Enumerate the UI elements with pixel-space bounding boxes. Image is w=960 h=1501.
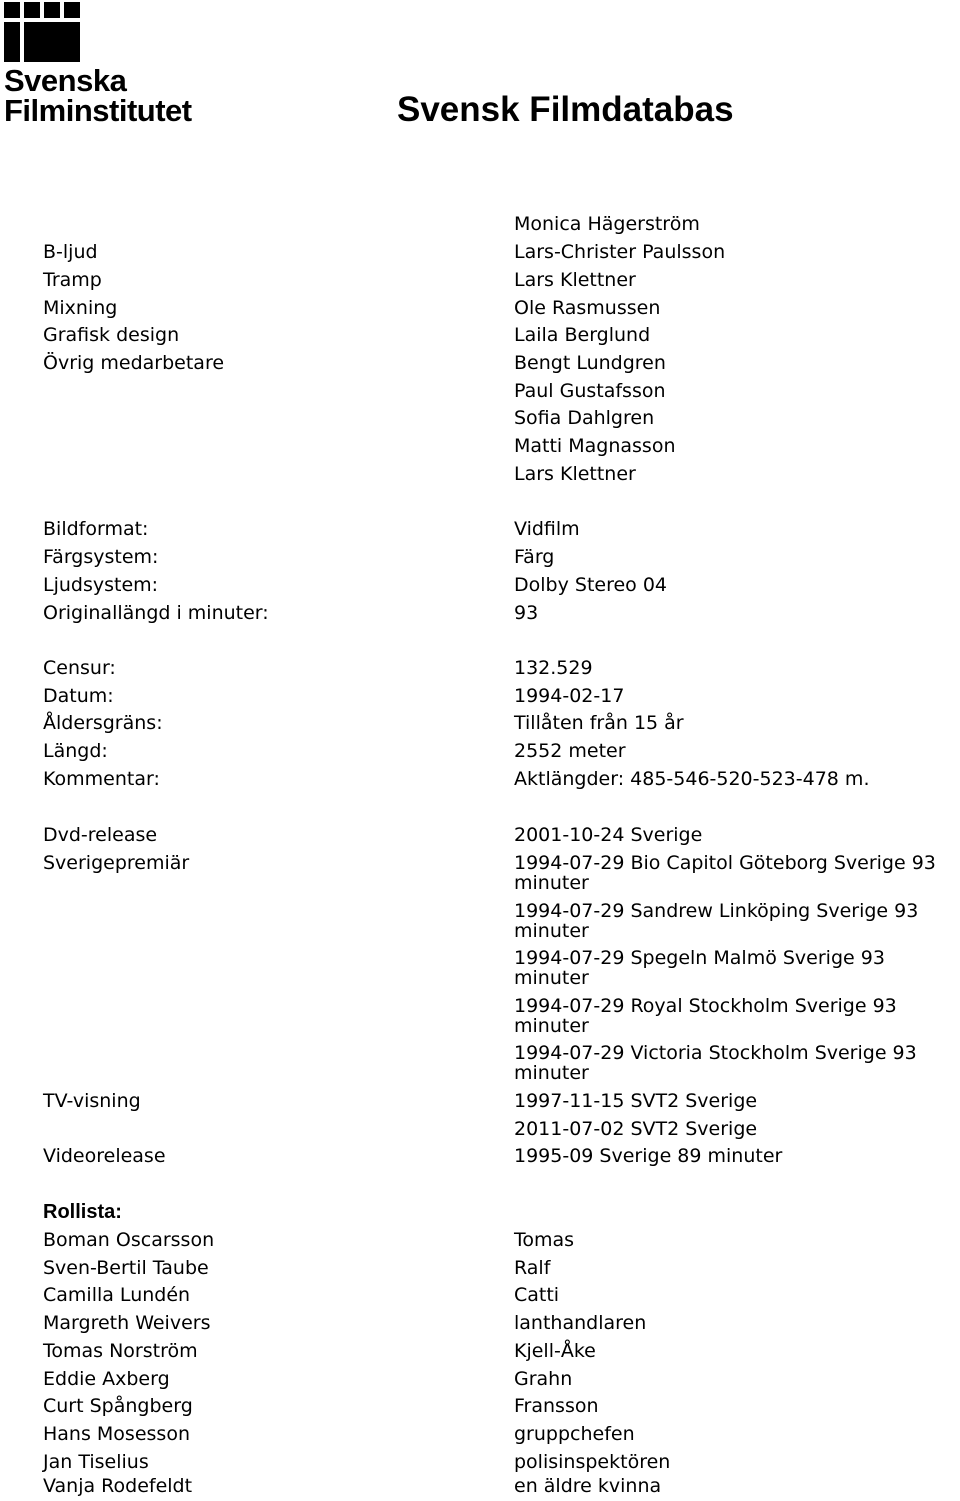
logo-squares-icon xyxy=(4,2,80,64)
crew-name: Lars Klettner xyxy=(514,269,636,291)
logo-line-1: Svenska xyxy=(4,63,127,98)
tech-label: Ljudsystem: xyxy=(43,574,159,596)
crew-name: Lars-Christer Paulsson xyxy=(514,241,726,263)
premiere-entry: 1994-07-29 Spegeln Malmö Sverige 93 minuter xyxy=(514,947,885,989)
cast-role: gruppchefen xyxy=(514,1423,635,1445)
censor-value: Tillåten från 15 år xyxy=(514,712,684,734)
logo-line-2: Filminstitutet xyxy=(4,93,192,128)
crew-role: Övrig medarbetare xyxy=(43,352,225,374)
premiere-label: Sverigepremiär xyxy=(43,852,190,874)
page-title: Svensk Filmdatabas xyxy=(397,90,734,129)
cast-role: Tomas xyxy=(514,1229,575,1251)
premiere-entry: 1994-07-29 Sandrew Linköping Sverige 93 minuter xyxy=(514,900,919,942)
cast-actor: Camilla Lundén xyxy=(43,1284,191,1306)
crew-role: Tramp xyxy=(43,269,102,291)
video-release-label: Videorelease xyxy=(43,1145,166,1167)
cast-actor: Hans Mosesson xyxy=(43,1423,190,1445)
crew-name: Matti Magnasson xyxy=(514,435,676,457)
crew-name: Ole Rasmussen xyxy=(514,297,661,319)
crew-name: Bengt Lundgren xyxy=(514,352,666,374)
video-release-value: 1995-09 Sverige 89 minuter xyxy=(514,1145,783,1167)
cast-actor: Eddie Axberg xyxy=(43,1368,170,1390)
cast-actor: Jan Tiselius xyxy=(43,1451,149,1473)
cast-role: lanthandlaren xyxy=(514,1312,647,1334)
cast-role: Fransson xyxy=(514,1395,599,1417)
cast-role: Catti xyxy=(514,1284,560,1306)
censor-label: Kommentar: xyxy=(43,768,160,790)
crew-role: Mixning xyxy=(43,297,118,319)
crew-name: Lars Klettner xyxy=(514,463,636,485)
crew-role: Grafisk design xyxy=(43,324,180,346)
premiere-entry: 1994-07-29 Bio Capitol Göteborg Sverige 93 minuter xyxy=(514,852,936,894)
crew-top-name: Monica Hägerström xyxy=(514,213,700,235)
tech-label: Originallängd i minuter: xyxy=(43,602,269,624)
tv-label: TV-visning xyxy=(43,1090,141,1112)
censor-label: Censur: xyxy=(43,657,116,679)
cast-actor: Tomas Norström xyxy=(43,1340,198,1362)
svenska-filminstitutet-logo xyxy=(2,0,202,130)
censor-value: Aktlängder: 485-546-520-523-478 m. xyxy=(514,768,870,790)
censor-label: Åldersgräns: xyxy=(43,712,163,734)
tech-value: Vidfilm xyxy=(514,518,580,540)
cast-role: Grahn xyxy=(514,1368,573,1390)
dvd-release-label: Dvd-release xyxy=(43,824,158,846)
tv-entry: 2011-07-02 SVT2 Sverige xyxy=(514,1118,758,1140)
censor-value: 1994-02-17 xyxy=(514,685,625,707)
crew-role: B-ljud xyxy=(43,241,98,263)
cast-actor: Vanja Rodefeldt xyxy=(43,1475,193,1497)
censor-label: Datum: xyxy=(43,685,114,707)
cast-role: en äldre kvinna xyxy=(514,1475,662,1497)
censor-label: Längd: xyxy=(43,740,108,762)
tv-entry: 1997-11-15 SVT2 Sverige xyxy=(514,1090,758,1112)
crew-name: Sofia Dahlgren xyxy=(514,407,655,429)
crew-name: Laila Berglund xyxy=(514,324,651,346)
cast-role: Kjell-Åke xyxy=(514,1340,596,1362)
premiere-entry: 1994-07-29 Royal Stockholm Sverige 93 minuter xyxy=(514,995,897,1037)
censor-value: 2552 meter xyxy=(514,740,626,762)
premiere-entry: 1994-07-29 Victoria Stockholm Sverige 93 minuter xyxy=(514,1042,917,1084)
tech-value: 93 xyxy=(514,602,539,624)
cast-role: polisinspektören xyxy=(514,1451,671,1473)
censor-value: 132.529 xyxy=(514,657,593,679)
crew-name: Paul Gustafsson xyxy=(514,380,666,402)
tech-value: Färg xyxy=(514,546,555,568)
tech-label: Färgsystem: xyxy=(43,546,159,568)
cast-actor: Margreth Weivers xyxy=(43,1312,211,1334)
cast-actor: Curt Spångberg xyxy=(43,1395,193,1417)
cast-actor: Sven-Bertil Taube xyxy=(43,1257,209,1279)
cast-heading: Rollista: xyxy=(43,1201,122,1223)
dvd-release-value: 2001-10-24 Sverige xyxy=(514,824,703,846)
tech-value: Dolby Stereo 04 xyxy=(514,574,668,596)
tech-label: Bildformat: xyxy=(43,518,149,540)
cast-actor: Boman Oscarsson xyxy=(43,1229,215,1251)
cast-role: Ralf xyxy=(514,1257,551,1279)
